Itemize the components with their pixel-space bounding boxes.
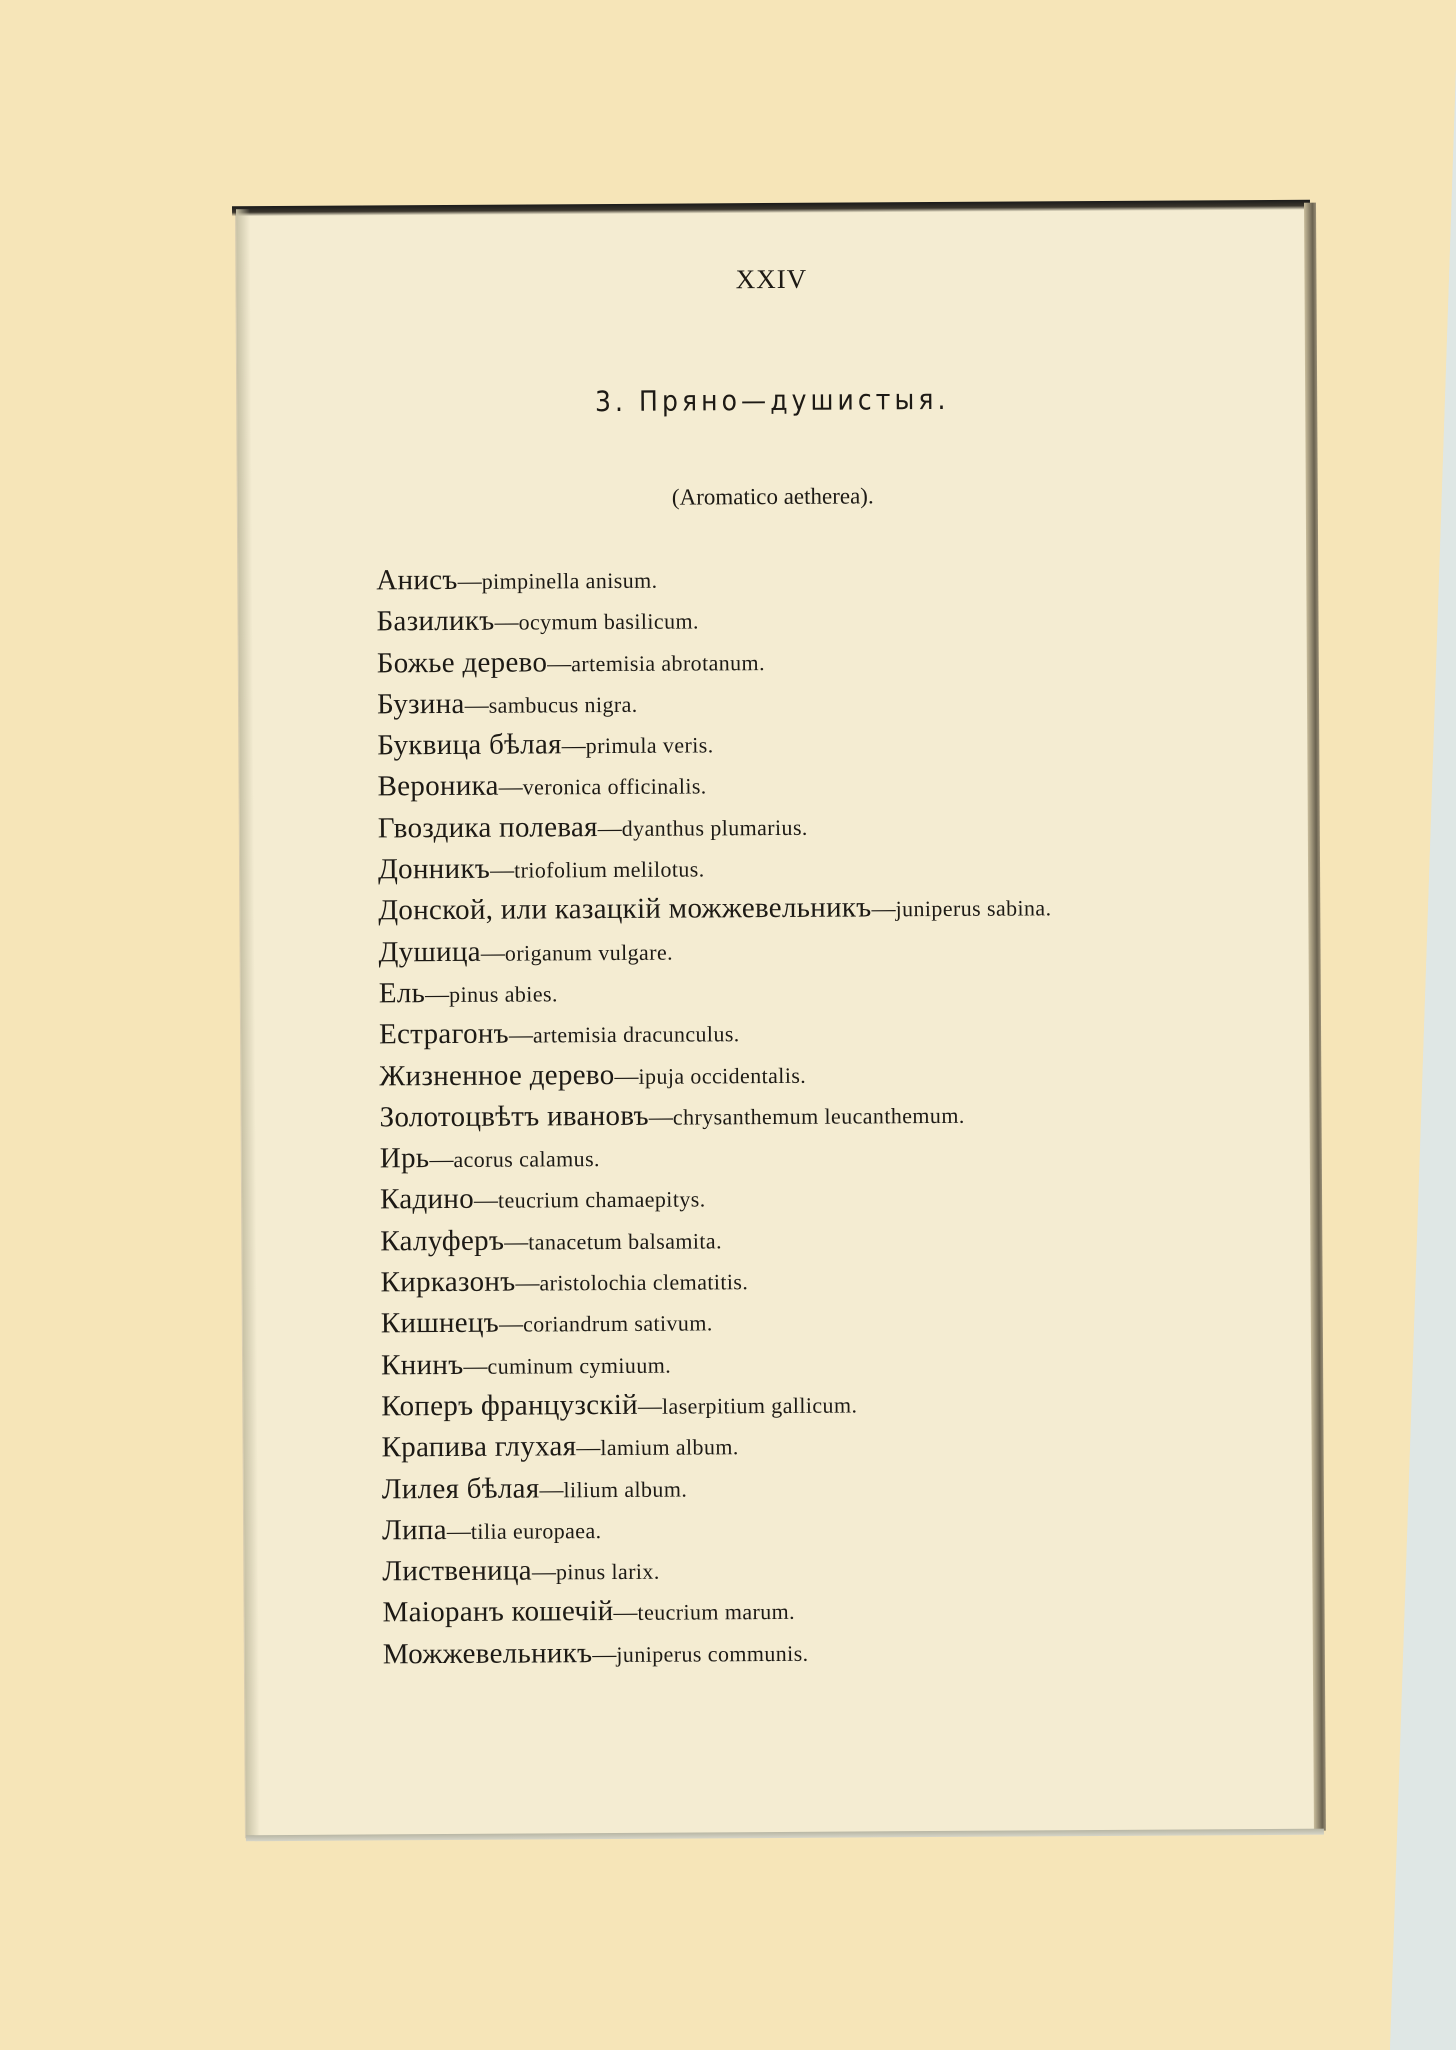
- russian-name: Липа: [381, 1513, 447, 1547]
- separator-dash: —: [498, 1311, 524, 1339]
- latin-name: pinus larix.: [555, 1558, 660, 1585]
- list-item: [377, 720, 1277, 767]
- list-item: [378, 885, 1278, 932]
- russian-name: Донникъ: [377, 852, 491, 886]
- separator-dash: —: [480, 940, 505, 967]
- latin-name: lilium album.: [563, 1476, 688, 1502]
- list-item: [380, 1133, 1280, 1180]
- separator-dash: —: [490, 857, 515, 884]
- latin-name: juniperus sabina.: [895, 895, 1052, 922]
- russian-name: Лилея бѣлая: [381, 1471, 540, 1505]
- list-item: [378, 927, 1278, 974]
- list-item: [382, 1463, 1282, 1510]
- russian-name: Естрагонъ: [378, 1017, 510, 1051]
- page-number: XXIV: [735, 263, 808, 295]
- separator-dash: —: [473, 1188, 499, 1215]
- list-item: [382, 1587, 1282, 1634]
- russian-name: Вероника: [377, 770, 499, 803]
- separator-dash: —: [463, 1353, 488, 1380]
- separator-dash: —: [592, 1641, 617, 1668]
- latin-name: acorus calamus.: [453, 1146, 600, 1173]
- russian-name: Кирказонъ: [380, 1265, 516, 1299]
- list-item: [382, 1505, 1282, 1552]
- latin-name: teucrium chamaepitys.: [497, 1186, 706, 1214]
- separator-dash: —: [539, 1476, 564, 1503]
- latin-name: cuminum cymiuum.: [487, 1352, 672, 1379]
- latin-name: artemisia abrotanum.: [571, 649, 766, 676]
- book-page: [236, 203, 1316, 1838]
- list-item: [379, 968, 1279, 1015]
- latin-name: chrysanthemum leucanthemum.: [672, 1102, 965, 1130]
- russian-name: Анисъ: [376, 563, 458, 597]
- separator-dash: —: [494, 609, 519, 636]
- russian-name: Буквица бѣлая: [377, 728, 562, 762]
- plant-list: [376, 555, 1283, 1675]
- russian-name: Ирь: [379, 1142, 430, 1175]
- list-item: [379, 1050, 1279, 1097]
- latin-name: teucrium marum.: [637, 1599, 796, 1626]
- list-item: [378, 803, 1278, 850]
- latin-name: triofolium melilotus.: [514, 856, 705, 883]
- separator-dash: —: [429, 1147, 454, 1174]
- latin-name: coriandrum sativum.: [522, 1310, 713, 1337]
- russian-name: Маіоранъ кошечій: [382, 1595, 614, 1629]
- list-item: [377, 679, 1277, 726]
- latin-name: artemisia dracunculus.: [532, 1021, 740, 1048]
- separator-dash: —: [457, 568, 482, 595]
- list-item: [379, 1009, 1279, 1056]
- latin-name: ocymum basilicum.: [518, 608, 699, 635]
- separator-dash: —: [446, 1518, 471, 1545]
- separator-dash: —: [648, 1104, 673, 1131]
- separator-dash: —: [508, 1022, 534, 1049]
- latin-name: juniperus communis.: [616, 1640, 809, 1667]
- latin-name: ipuja occidentalis.: [638, 1062, 807, 1089]
- separator-dash: —: [504, 1229, 529, 1256]
- section-subtitle: (Aromatico aetherea).: [671, 483, 874, 510]
- separator-dash: —: [547, 650, 572, 677]
- latin-name: tanacetum balsamita.: [528, 1228, 723, 1255]
- separator-dash: —: [597, 815, 622, 842]
- separator-dash: —: [531, 1559, 556, 1586]
- russian-name: Кадино: [379, 1183, 475, 1216]
- latin-name: origanum vulgare.: [504, 939, 674, 966]
- list-item: [377, 638, 1277, 685]
- russian-name: Коперъ французскій: [381, 1388, 639, 1423]
- separator-dash: —: [871, 896, 896, 923]
- latin-name: dyanthus plumarius.: [621, 814, 808, 841]
- russian-name: Можжевельникъ: [382, 1636, 593, 1671]
- list-item: [380, 1257, 1280, 1304]
- russian-name: Базиликъ: [376, 604, 495, 638]
- latin-name: aristolochia clematitis.: [539, 1269, 749, 1296]
- russian-name: Жизненное дерево: [379, 1058, 615, 1092]
- latin-name: pinus abies.: [449, 981, 558, 1007]
- separator-dash: —: [561, 733, 586, 760]
- russian-name: Кишнецъ: [380, 1307, 500, 1340]
- separator-dash: —: [614, 1063, 639, 1090]
- russian-name: Донской, или казацкій можжевельникъ: [378, 891, 872, 927]
- russian-name: Калуферъ: [380, 1224, 505, 1258]
- list-item: [380, 1174, 1280, 1221]
- list-item: [378, 844, 1278, 891]
- list-item: [381, 1422, 1281, 1469]
- list-item: [380, 1216, 1280, 1263]
- russian-name: Душица: [378, 935, 481, 969]
- section-title: 3. Пряно—душистыя.: [594, 382, 950, 419]
- latin-name: pimpinella anisum.: [481, 567, 658, 594]
- russian-name: Золотоцвѣтъ ивановъ: [379, 1099, 649, 1134]
- latin-name: tilia europaea.: [470, 1517, 602, 1544]
- list-item: [381, 1381, 1281, 1428]
- separator-dash: —: [613, 1600, 638, 1627]
- separator-dash: —: [576, 1435, 601, 1462]
- list-item: [382, 1546, 1282, 1593]
- list-item: [379, 1092, 1279, 1139]
- separator-dash: —: [498, 775, 523, 802]
- separator-dash: —: [464, 692, 489, 719]
- russian-name: Книнъ: [380, 1348, 464, 1382]
- latin-name: primula veris.: [585, 732, 714, 759]
- latin-name: lamium album.: [600, 1434, 739, 1461]
- list-item: [381, 1298, 1281, 1345]
- list-item: [377, 761, 1277, 808]
- russian-name: Крапива глухая: [381, 1430, 577, 1464]
- list-item: [381, 1340, 1281, 1387]
- russian-name: Лиственица: [382, 1554, 532, 1588]
- latin-name: veronica officinalis.: [522, 773, 707, 801]
- separator-dash: —: [515, 1270, 540, 1297]
- russian-name: Гвоздика полевая: [377, 810, 598, 845]
- russian-name: Ель: [378, 977, 426, 1010]
- separator-dash: —: [425, 981, 450, 1009]
- separator-dash: —: [637, 1393, 663, 1420]
- list-item: [383, 1629, 1283, 1676]
- russian-name: Божье дерево: [376, 645, 548, 680]
- list-item: [376, 555, 1276, 602]
- russian-name: Бузина: [376, 687, 465, 721]
- latin-name: sambucus nigra.: [488, 691, 638, 718]
- list-item: [376, 596, 1276, 643]
- latin-name: laserpitium gallicum.: [661, 1392, 858, 1419]
